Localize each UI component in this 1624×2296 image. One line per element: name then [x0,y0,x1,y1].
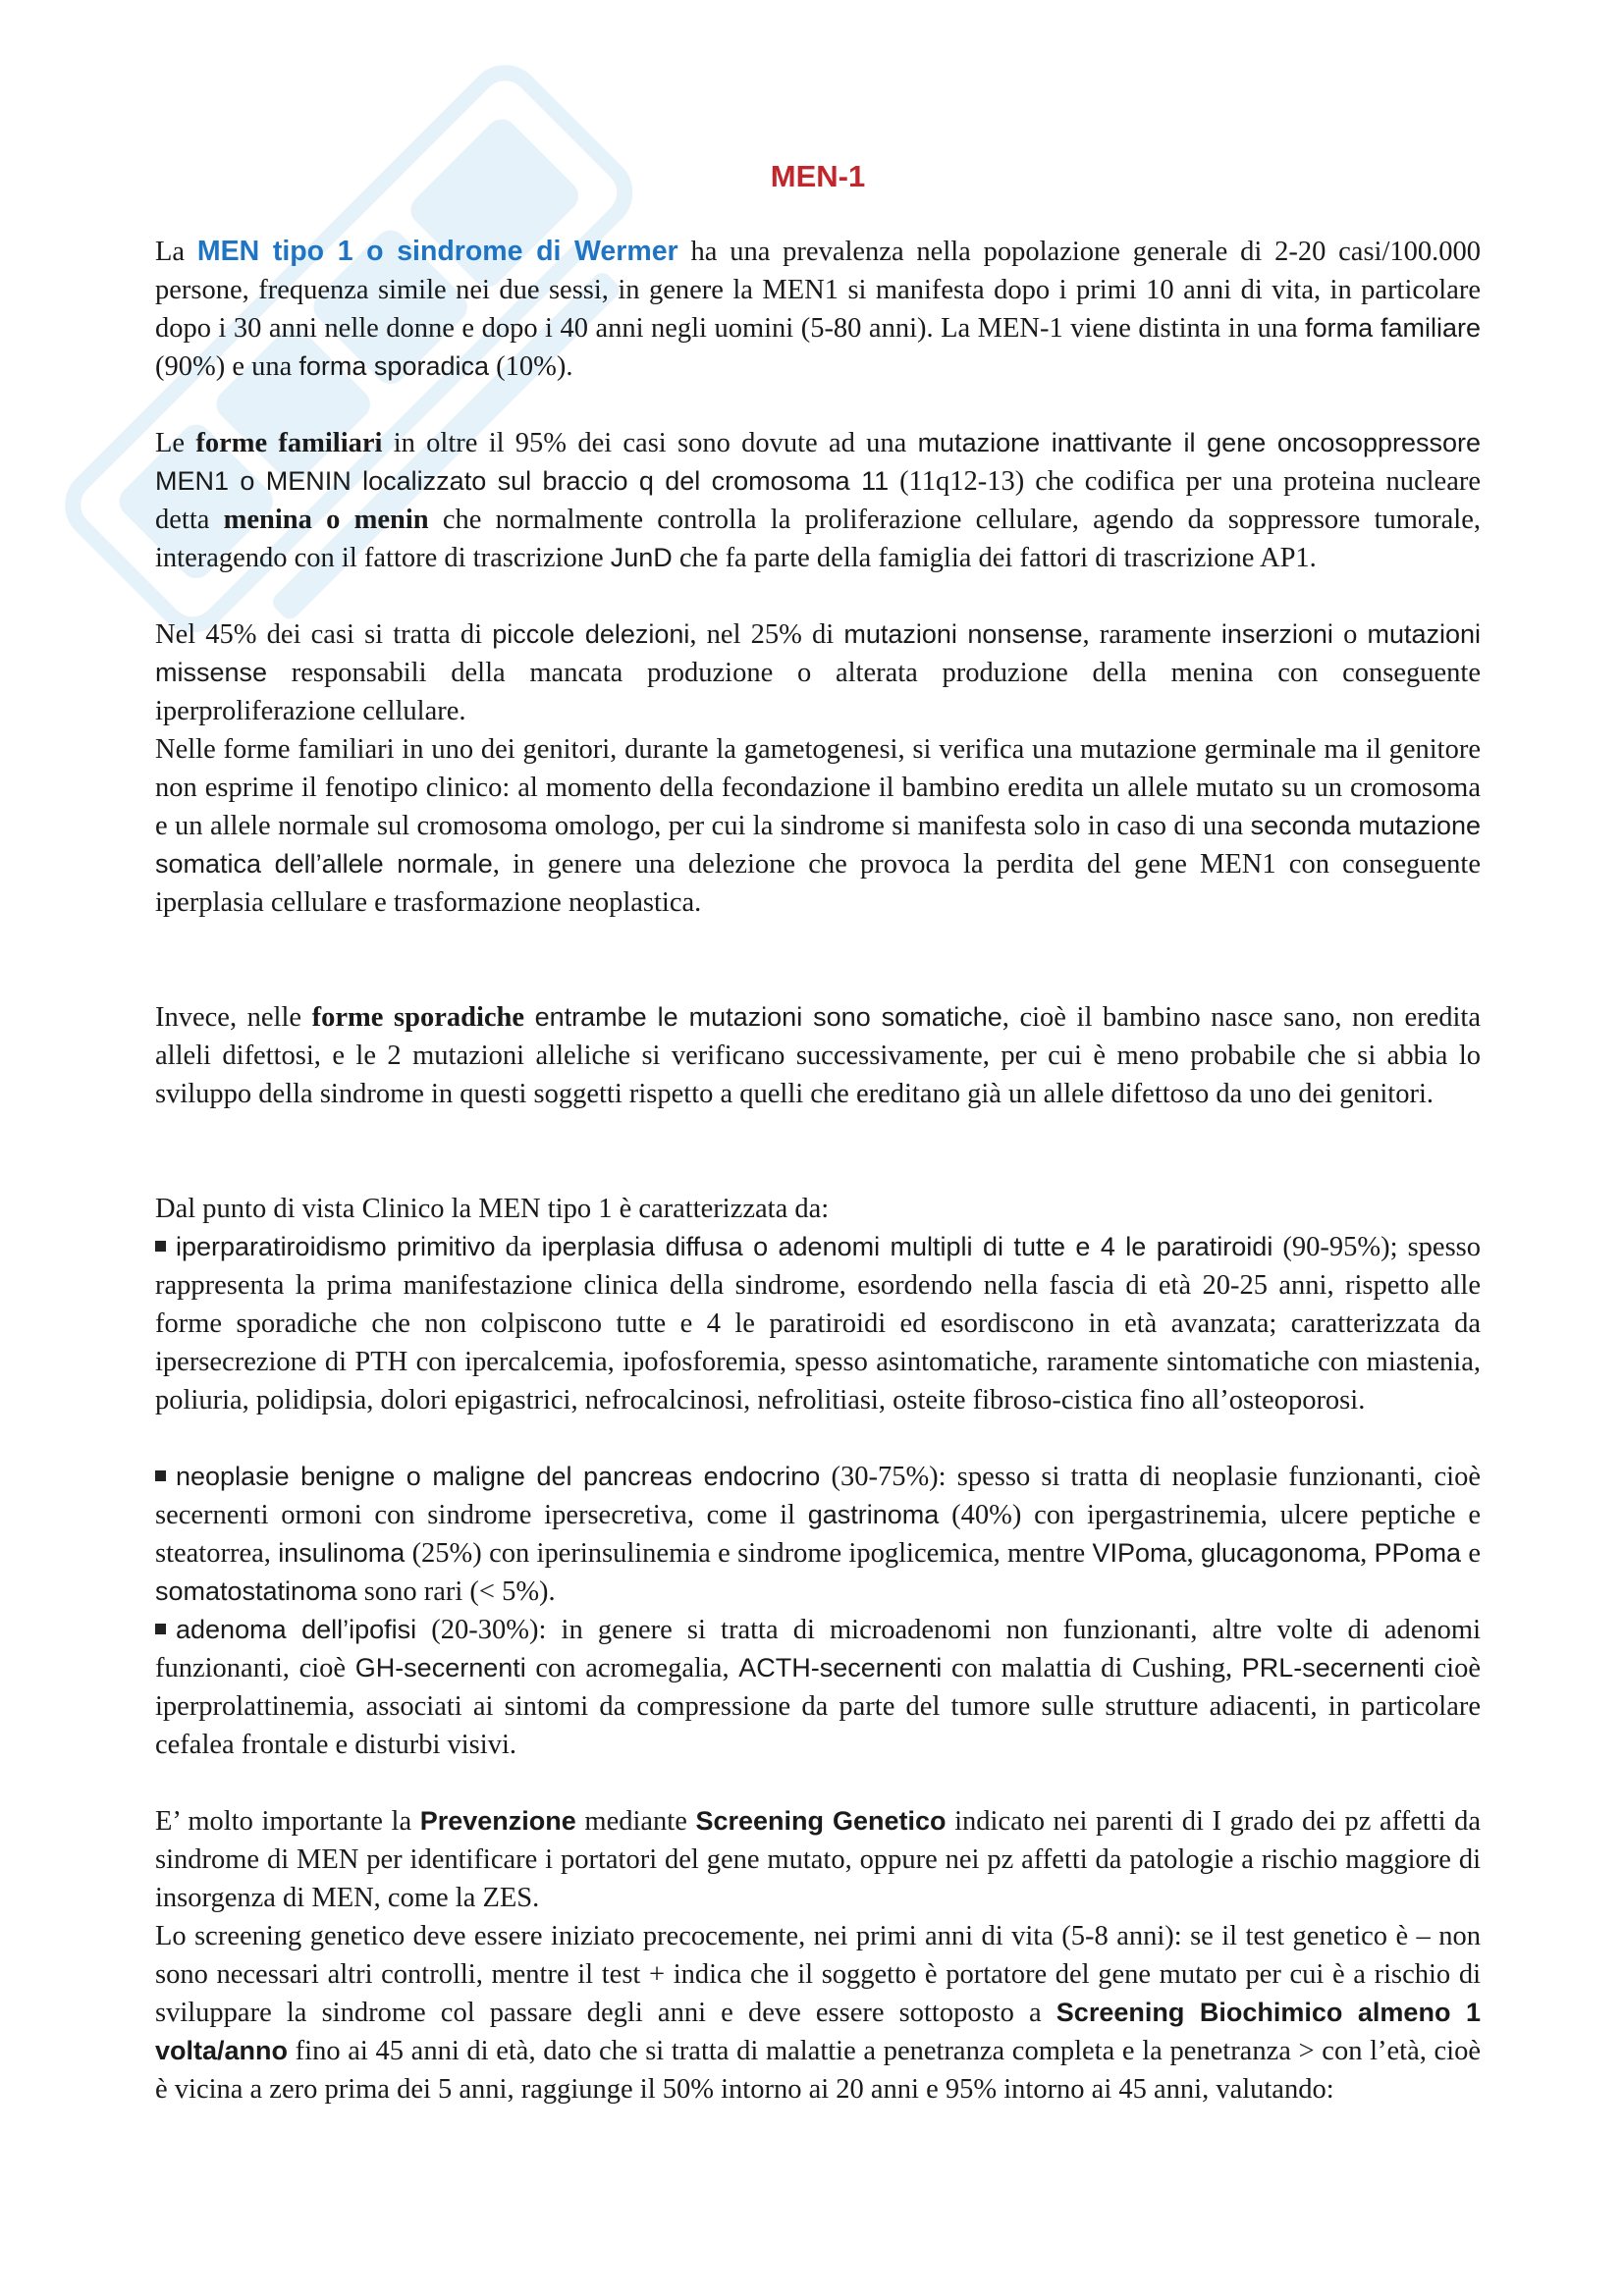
paragraph-clinical-intro: Dal punto di vista Clinico la MEN tipo 1 è caratterizzata da: [155,1194,830,1224]
bullet-square-icon [155,1241,166,1252]
paragraph-germinal-mutation: Nelle forme familiari in uno dei genitori, durante la gametogenesi, si verifica una mutazione germinale ma il genitore non esprime il fenotipo clinico: al momento della fecondazione il bambino eredita un allele mutato su un cromosoma e un allele normale sul cromosoma omologo, per cui la sindrome si manifesta solo in caso di una seconda mutazione somatica dell’allele normale, in genere una delezione che provoca la perdita del gene MEN1 con conseguente iperplasia cellulare e trasformazione neoplastica. [155,734,1482,918]
paragraph-familial-forms: Le forme familiari in oltre il 95% dei casi sono dovute ad una mutazione inattivante il gene oncosoppressore MEN1 o MENIN localizzato sul braccio q del cromosoma 11 (11q12-13) che codifica per una proteina nucleare detta menina o menin che normalmente controlla la proliferazione cellulare, agendo da soppressore tumorale, interagendo con il fattore di trascrizione JunD che fa parte della famiglia dei fattori di trascrizione AP1. [155,428,1482,573]
bullet-square-icon [155,1470,166,1481]
paragraph-intro: La MEN tipo 1 o sindrome di Wermer ha una prevalenza nella popolazione generale di 2-20 casi/100.000 persone, frequenza simile nei due sessi, in genere la MEN1 si manifesta dopo i primi 10 anni di vita, in particolare dopo i 30 anni nelle donne e dopo i 40 anni negli uomini (5-80 anni). La MEN-1 viene distinta in una forma familiare (90%) e una forma sporadica (10%). [155,236,1481,382]
highlight-term: MEN tipo 1 o sindrome di Wermer [196,236,678,267]
paragraph-mutation-types: Nel 45% dei casi si tratta di piccole delezioni, nel 25% di mutazioni nonsense, raramente inserzioni o mutazioni missense responsabili della mancata produzione o alterata produzione della menina con conseguente iperproliferazione cellulare. [155,619,1482,726]
bullet-square-icon [155,1624,166,1634]
paragraph-prevention: E’ molto importante la Prevenzione mediante Screening Genetico indicato nei parenti di I grado dei pz affetti da sindrome di MEN per identificare i portatori del gene mutato, oppure nei pz affetti da patologie a rischio maggiore di insorgenza di MEN, come la ZES. [155,1806,1481,1913]
list-item-pancreas: neoplasie benigne o maligne del pancreas endocrino (30-75%): spesso si tratta di neoplasie funzionanti, cioè secernenti ormoni con sindrome ipersecretiva, come il gastrinoma (40%) con ipergastrinemia, ulcere peptiche e steatorrea, insulinoma (25%) con iperinsulinemia e sindrome ipoglicemica, mentre VIPoma, glucagonoma, PPoma e somatostatinoma sono rari (< 5%). [155,1462,1482,1607]
page-title: MEN-1 [770,159,866,193]
list-item-pituitary: adenoma dell’ipofisi (20-30%): in genere si tratta di microadenomi non funzionanti, altre volte di adenomi funzionanti, cioè GH-secernenti con acromegalia, ACTH-secernenti con malattia di Cushing, PRL-secernenti cioè iperprolattinemia, associati ai sintomi da compressione da parte del tumore sulle strutture adiacenti, in particolare cefalea frontale e disturbi visivi. [155,1615,1481,1760]
list-item-hyperparathyroidism: iperparatiroidismo primitivo da iperplasia diffusa o adenomi multipli di tutte e 4 le paratiroidi (90-95%); spesso rappresenta la prima manifestazione clinica della sindrome, esordendo nella fascia di età 20-25 anni, rispetto alle forme sporadiche che non colpiscono tutte e 4 le paratiroidi ed esordiscono in età avanzata; caratterizzata da ipersecrezione di PTH con ipercalcemia, ipofosforemia, spesso asintomatiche, raramente sintomatiche con miastenia, poliuria, polidipsia, dolori epigastrici, nefrocalcinosi, nefrolitiasi, osteite fibroso-cistica fino all’osteoporosi. [155,1232,1481,1415]
paragraph-sporadic-forms: Invece, nelle forme sporadiche entrambe le mutazioni sono somatiche, cioè il bambino nasce sano, non eredita alleli difettosi, e le 2 mutazioni alleliche si verificano successivamente, per cui è meno probabile che si abbia lo sviluppo della sindrome in questi soggetti rispetto a quelli che ereditano già un allele difettoso da uno dei genitori. [155,1002,1481,1109]
paragraph-genetic-screening: Lo screening genetico deve essere iniziato precocemente, nei primi anni di vita (5-8 anni): se il test genetico è – non sono necessari altri controlli, mentre il test + indica che il soggetto è portatore del gene mutato per cui è a rischio di sviluppare la sindrome col passare degli anni e deve essere sottoposto a Screening Biochimico almeno 1 volta/anno fino ai 45 anni di età, dato che si tratta di malattie a penetranza completa e la penetranza > con l’età, cioè è vicina a zero prima dei 5 anni, raggiunge il 50% intorno ai 20 anni e 95% intorno ai 45 anni, valutando: [155,1921,1481,2105]
